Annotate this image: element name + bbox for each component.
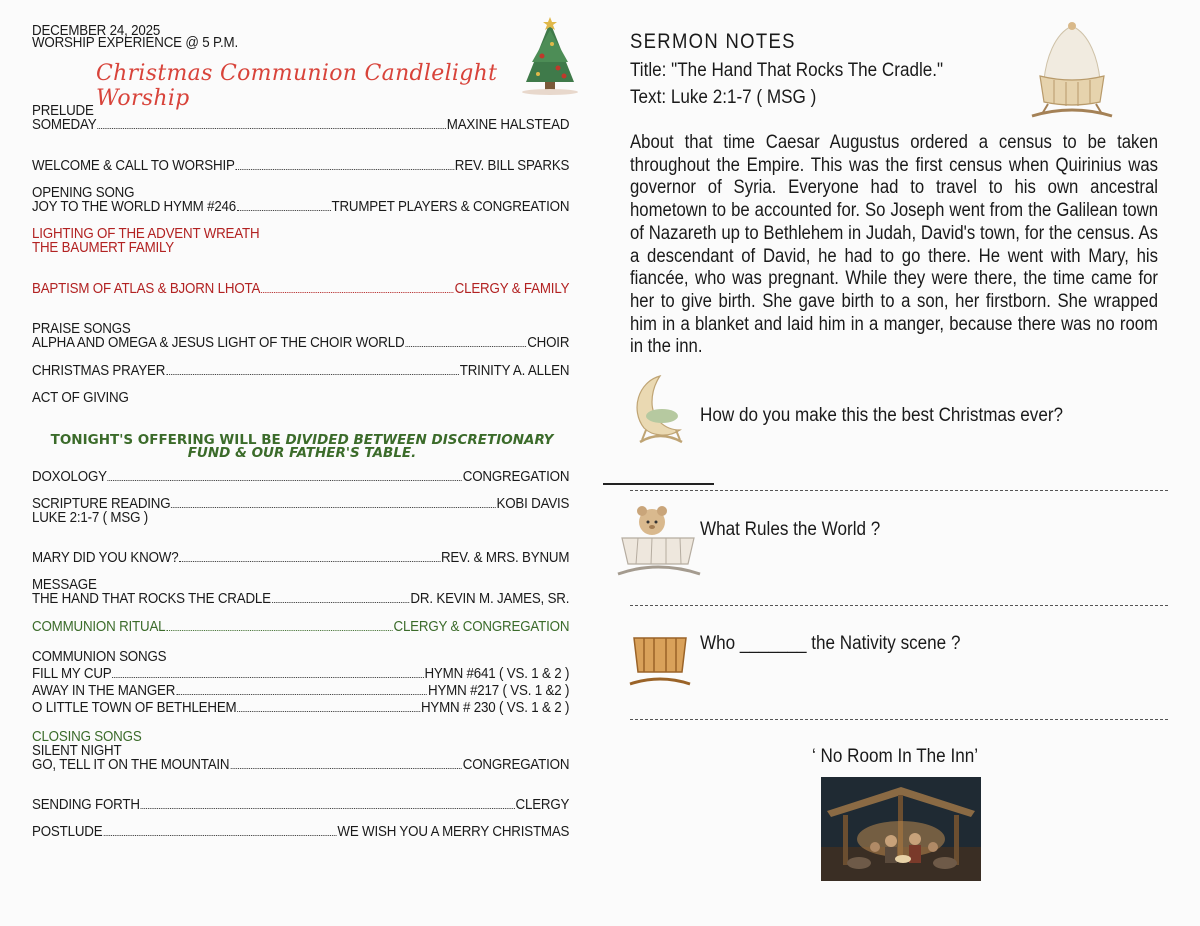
item-label: O LITTLE TOWN OF BETHLEHEM [32,700,237,716]
answer-line-3 [630,719,1168,720]
answer-line-solid [603,483,714,485]
advent-wreath-heading: LIGHTING OF THE ADVENT WREATH [32,226,260,242]
sermon-notes [630,0,1175,926]
teddy-cradle-icon [612,498,704,584]
program-line-fill-my-cup [32,667,569,681]
item-leader: CLERGY & FAMILY [454,281,570,297]
act-of-giving: ACT OF GIVING [32,390,129,406]
question-what-rules: What Rules the World ? [700,519,881,540]
item-label: SCRIPTURE READING [32,496,171,512]
item-leader: CHOIR [527,335,570,351]
item-label: THE HAND THAT ROCKS THE CRADLE [32,591,271,607]
praise-songs-heading: PRAISE SONGS [32,321,131,337]
silent-night: SILENT NIGHT [32,743,122,759]
offering-note [32,434,572,460]
item-label: BAPTISM OF ATLAS & BJORN LHOTA [32,281,261,297]
question-best-christmas: How do you make this the best Christmas ever? [700,405,1064,426]
item-leader: REV. BILL SPARKS [454,158,570,174]
offering-text-a: TONIGHT'S OFFERING WILL BE [50,432,286,448]
service-date-block [32,24,238,50]
item-leader: CONGREGATION [462,469,570,485]
answer-line-2 [630,605,1168,606]
program-line-message [32,592,569,606]
message-heading: MESSAGE [32,577,97,593]
program-line-doxology [32,470,569,484]
item-leader: MAXINE HALSTEAD [446,117,570,133]
sermon-notes-heading: SERMON NOTES [630,30,796,53]
item-leader: HYMN #641 ( VS. 1 & 2 ) [424,666,570,682]
program-line-praise [32,336,569,350]
program-line-go-tell-it [32,758,569,772]
item-leader: TRINITY A. ALLEN [459,363,570,379]
program-line-welcome [32,159,569,173]
item-label: DOXOLOGY [32,469,107,485]
item-leader: WE WISH YOU A MERRY CHRISTMAS [337,824,570,840]
item-label: JOY TO THE WORLD HYMM #246 [32,199,237,215]
program-line-scripture [32,497,569,511]
item-leader: HYMN # 230 ( VS. 1 & 2 ) [420,700,570,716]
service-time: WORSHIP EXPERIENCE @ 5 P.M. [32,35,239,51]
program-line-bethlehem [32,701,569,715]
communion-songs-heading: COMMUNION SONGS [32,649,167,665]
nativity-image [821,777,981,881]
item-leader: CLERGY [515,797,570,813]
scripture-reference: LUKE 2:1-7 ( MSG ) [32,510,149,526]
program-line-communion-ritual [32,620,569,634]
offering-text-b: DIVIDED BETWEEN DISCRETIONARY [285,432,554,448]
item-label: GO, TELL IT ON THE MOUNTAIN [32,757,230,773]
item-leader: CLERGY & CONGREGATION [393,619,570,635]
offering-text-c: FUND & OUR FATHER'S TABLE. [187,445,417,461]
moon-cradle-icon [624,372,690,448]
item-label: FILL MY CUP [32,666,112,682]
program-line-postlude [32,825,569,839]
item-label: AWAY IN THE MANGER [32,683,176,699]
opening-song-heading: OPENING SONG [32,185,135,201]
item-label: ALPHA AND OMEGA & JESUS LIGHT OF THE CHOIR WORLD [32,335,405,351]
closing-songs-heading: CLOSING SONGS [32,729,142,745]
item-leader: HYMN #217 ( VS. 1 &2 ) [428,683,570,699]
bassinet-icon [1024,20,1120,124]
program-line-prelude [32,118,569,132]
item-leader: KOBI DAVIS [496,496,570,512]
service-date: DECEMBER 24, 2025 [32,23,161,39]
item-leader: TRUMPET PLAYERS & CONGREATION [331,199,570,215]
sermon-text-reference: Text: Luke 2:1-7 ( MSG ) [630,87,817,108]
program-line-mary [32,551,569,565]
wooden-cradle-icon [628,624,692,692]
answer-line-1 [630,490,1168,491]
prelude-heading: PRELUDE [32,103,94,119]
program-line-opening-song [32,200,569,214]
christmas-tree-icon [512,16,588,96]
scripture-passage: About that time Caesar Augustus ordered a census to be taken throughout the Empire. This was the first census when Quirinius was governor of Syria. Everyone had to travel to his own ancestral hometown to be accounted for. So Joseph went from the Galilean town of Nazareth up to Bethlehem in Judah, David's town, for the census. As a descendant of David, he had to go there. He went with Mary, his fiancée, who was pregnant. While they were there, the time came for her to give birth. She gave birth to a son, her firstborn. She wrapped him in a blanket and laid him in a manger, because there was no room in the inn. [630,132,1158,358]
item-label: COMMUNION RITUAL [32,619,166,635]
image-caption: ‘ No Room In The Inn’ [812,746,979,767]
sermon-title: Title: "The Hand That Rocks The Cradle." [630,60,944,81]
service-title: Christmas Communion Candlelight Worship [96,61,498,111]
item-label: POSTLUDE [32,824,103,840]
item-label: WELCOME & CALL TO WORSHIP [32,158,235,174]
advent-wreath-family: THE BAUMERT FAMILY [32,240,174,256]
item-label: MARY DID YOU KNOW? [32,550,179,566]
program-line-sending-forth [32,798,569,812]
item-leader: CONGREGATION [462,757,570,773]
item-leader: DR. KEVIN M. JAMES, SR. [410,591,570,607]
item-label: CHRISTMAS PRAYER [32,363,166,379]
order-of-worship [32,0,572,926]
question-nativity: Who _______ the Nativity scene ? [700,633,961,654]
item-label: SENDING FORTH [32,797,140,813]
program-line-prayer [32,364,569,378]
program-line-baptism [32,282,569,296]
item-label: SOMEDAY [32,117,97,133]
item-leader: REV. & MRS. BYNUM [440,550,570,566]
program-line-away-in-manger [32,684,569,698]
